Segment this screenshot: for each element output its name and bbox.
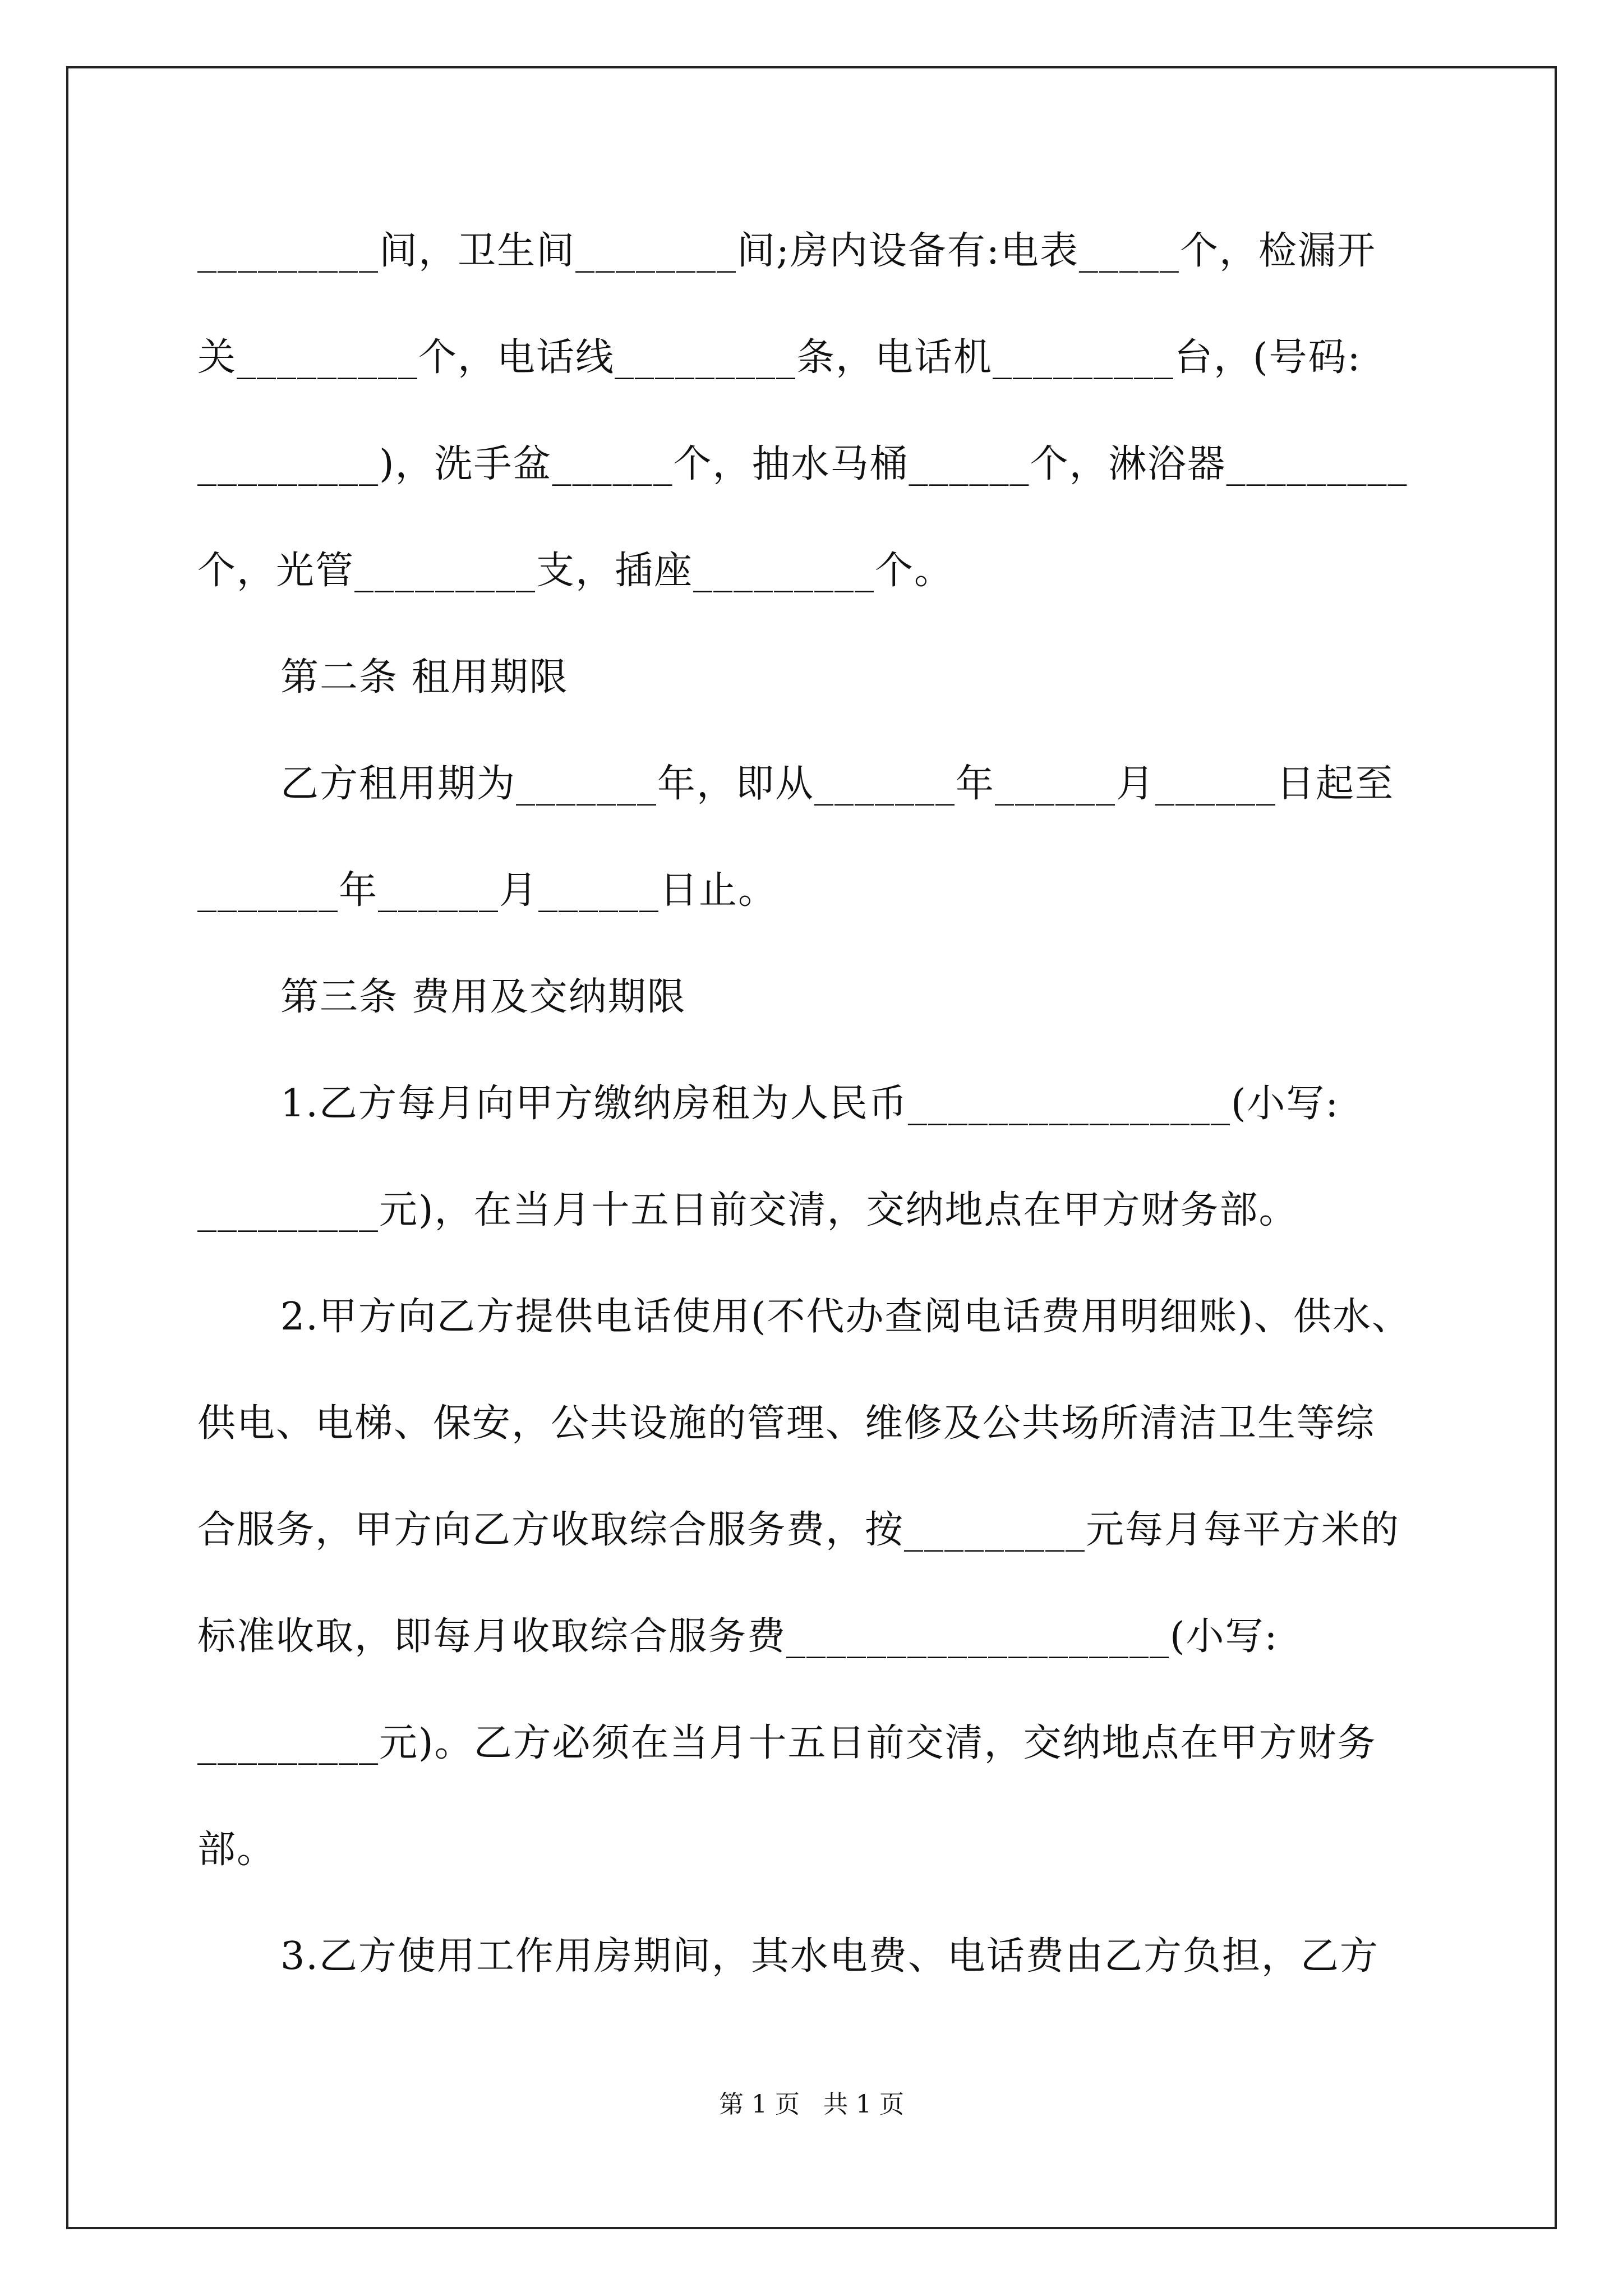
body-line: _________元)。乙方必须在当月十五日前交清，交纳地点在甲方财务 bbox=[197, 1721, 1377, 1765]
body-line: 关_________个，电话线_________条，电话机_________台，(号码: bbox=[197, 335, 1362, 380]
page-border bbox=[66, 66, 1557, 2229]
body-line: 供电、电梯、保安，公共设施的管理、维修及公共场所清洁卫生等综 bbox=[197, 1401, 1376, 1446]
body-line: 3.乙方使用工作用房期间，其水电费、电话费由乙方负担，乙方 bbox=[280, 1934, 1379, 1978]
page-number-footer: 第 1 页 共 1 页 bbox=[719, 2090, 904, 2119]
body-line: _________间，卫生间________间;房内设备有:电表_____个，检漏开 bbox=[197, 229, 1376, 273]
body-line: 乙方租用期为_______年，即从_______年______月______日起至 bbox=[280, 762, 1395, 806]
body-line: 2.甲方向乙方提供电话使用(不代办查阅电话费用明细账)、供水、 bbox=[280, 1295, 1411, 1339]
body-line: _________元)，在当月十五日前交清，交纳地点在甲方财务部。 bbox=[197, 1188, 1298, 1232]
body-line: _________)，洗手盆______个，抽水马桶______个，淋浴器_________ bbox=[197, 442, 1408, 486]
body-line: 标准收取，即每月收取综合服务费___________________(小写: bbox=[197, 1614, 1279, 1659]
body-line: 个，光管_________支，插座_________个。 bbox=[197, 549, 954, 593]
body-line: _______年______月______日止。 bbox=[197, 868, 778, 913]
section-heading: 第二条 租用期限 bbox=[280, 655, 569, 700]
body-line: 部。 bbox=[197, 1828, 276, 1872]
body-line: 合服务，甲方向乙方收取综合服务费，按_________元每月每平方米的 bbox=[197, 1508, 1400, 1552]
body-line: 1.乙方每月向甲方缴纳房租为人民币________________(小写: bbox=[280, 1082, 1340, 1126]
section-heading: 第三条 费用及交纳期限 bbox=[280, 975, 686, 1019]
